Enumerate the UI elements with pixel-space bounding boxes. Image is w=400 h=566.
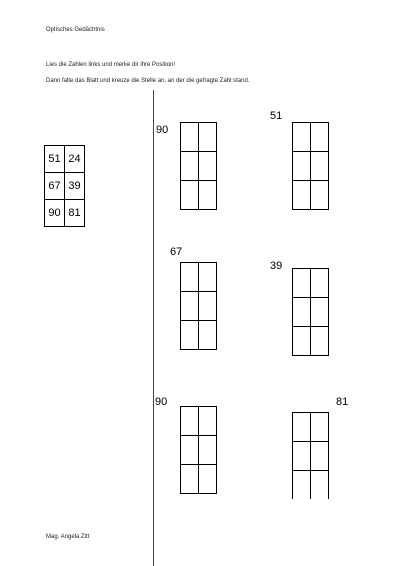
answer-cell[interactable] [311, 413, 329, 442]
answer-cell[interactable] [311, 471, 329, 500]
answer-grid [180, 406, 217, 494]
answer-cell[interactable] [199, 436, 217, 465]
answer-cell[interactable] [311, 298, 329, 327]
answer-cell[interactable] [293, 471, 311, 500]
answer-cell[interactable] [199, 263, 217, 292]
answer-cell[interactable] [311, 269, 329, 298]
answer-cell[interactable] [181, 292, 199, 321]
question-number: 51 [270, 110, 283, 122]
answer-cell[interactable] [181, 181, 199, 210]
answer-cell[interactable] [199, 465, 217, 494]
answer-cell[interactable] [293, 152, 311, 181]
answer-cell[interactable] [181, 436, 199, 465]
reference-grid [44, 145, 85, 227]
answer-grid [292, 412, 329, 499]
answer-cell[interactable] [311, 327, 329, 356]
answer-grid [180, 262, 217, 350]
answer-grid [180, 122, 217, 210]
answer-cell[interactable] [293, 181, 311, 210]
page-title: Optisches Gedächtnis [46, 27, 105, 33]
answer-cell[interactable] [311, 442, 329, 471]
answer-cell[interactable] [311, 181, 329, 210]
answer-cell[interactable] [199, 321, 217, 350]
answer-grid [292, 122, 329, 210]
answer-cell[interactable] [293, 269, 311, 298]
answer-cell[interactable] [293, 442, 311, 471]
answer-cell[interactable] [181, 321, 199, 350]
answer-cell[interactable] [181, 263, 199, 292]
question-number: 67 [170, 246, 183, 258]
answer-cell[interactable] [199, 123, 217, 152]
question-number: 90 [156, 124, 169, 136]
author-footer: Mag. Angela Zitt [46, 534, 90, 540]
question-number: 39 [270, 260, 283, 272]
answer-cell[interactable] [181, 465, 199, 494]
answer-cell[interactable] [199, 152, 217, 181]
fold-line [153, 90, 154, 566]
ref-cell: 51 [45, 146, 65, 173]
ref-cell: 90 [45, 200, 65, 227]
answer-cell[interactable] [311, 152, 329, 181]
answer-grid [292, 268, 329, 356]
answer-cell[interactable] [293, 298, 311, 327]
answer-cell[interactable] [181, 407, 199, 436]
ref-cell: 24 [65, 146, 85, 173]
answer-cell[interactable] [181, 152, 199, 181]
answer-cell[interactable] [293, 327, 311, 356]
instruction-line-2: Dann falte das Blatt und kreuze die Stelle an, an der die gefragte Zahl stand. [46, 78, 250, 84]
answer-cell[interactable] [293, 123, 311, 152]
ref-cell: 39 [65, 173, 85, 200]
question-number: 90 [155, 396, 168, 408]
answer-cell[interactable] [181, 123, 199, 152]
ref-cell: 67 [45, 173, 65, 200]
answer-cell[interactable] [293, 413, 311, 442]
instruction-line-1: Lies die Zahlen links und merke dir ihre Position! [46, 62, 176, 68]
answer-cell[interactable] [199, 181, 217, 210]
answer-cell[interactable] [199, 292, 217, 321]
answer-cell[interactable] [199, 407, 217, 436]
answer-cell[interactable] [311, 123, 329, 152]
ref-cell: 81 [65, 200, 85, 227]
question-number: 81 [336, 396, 349, 408]
